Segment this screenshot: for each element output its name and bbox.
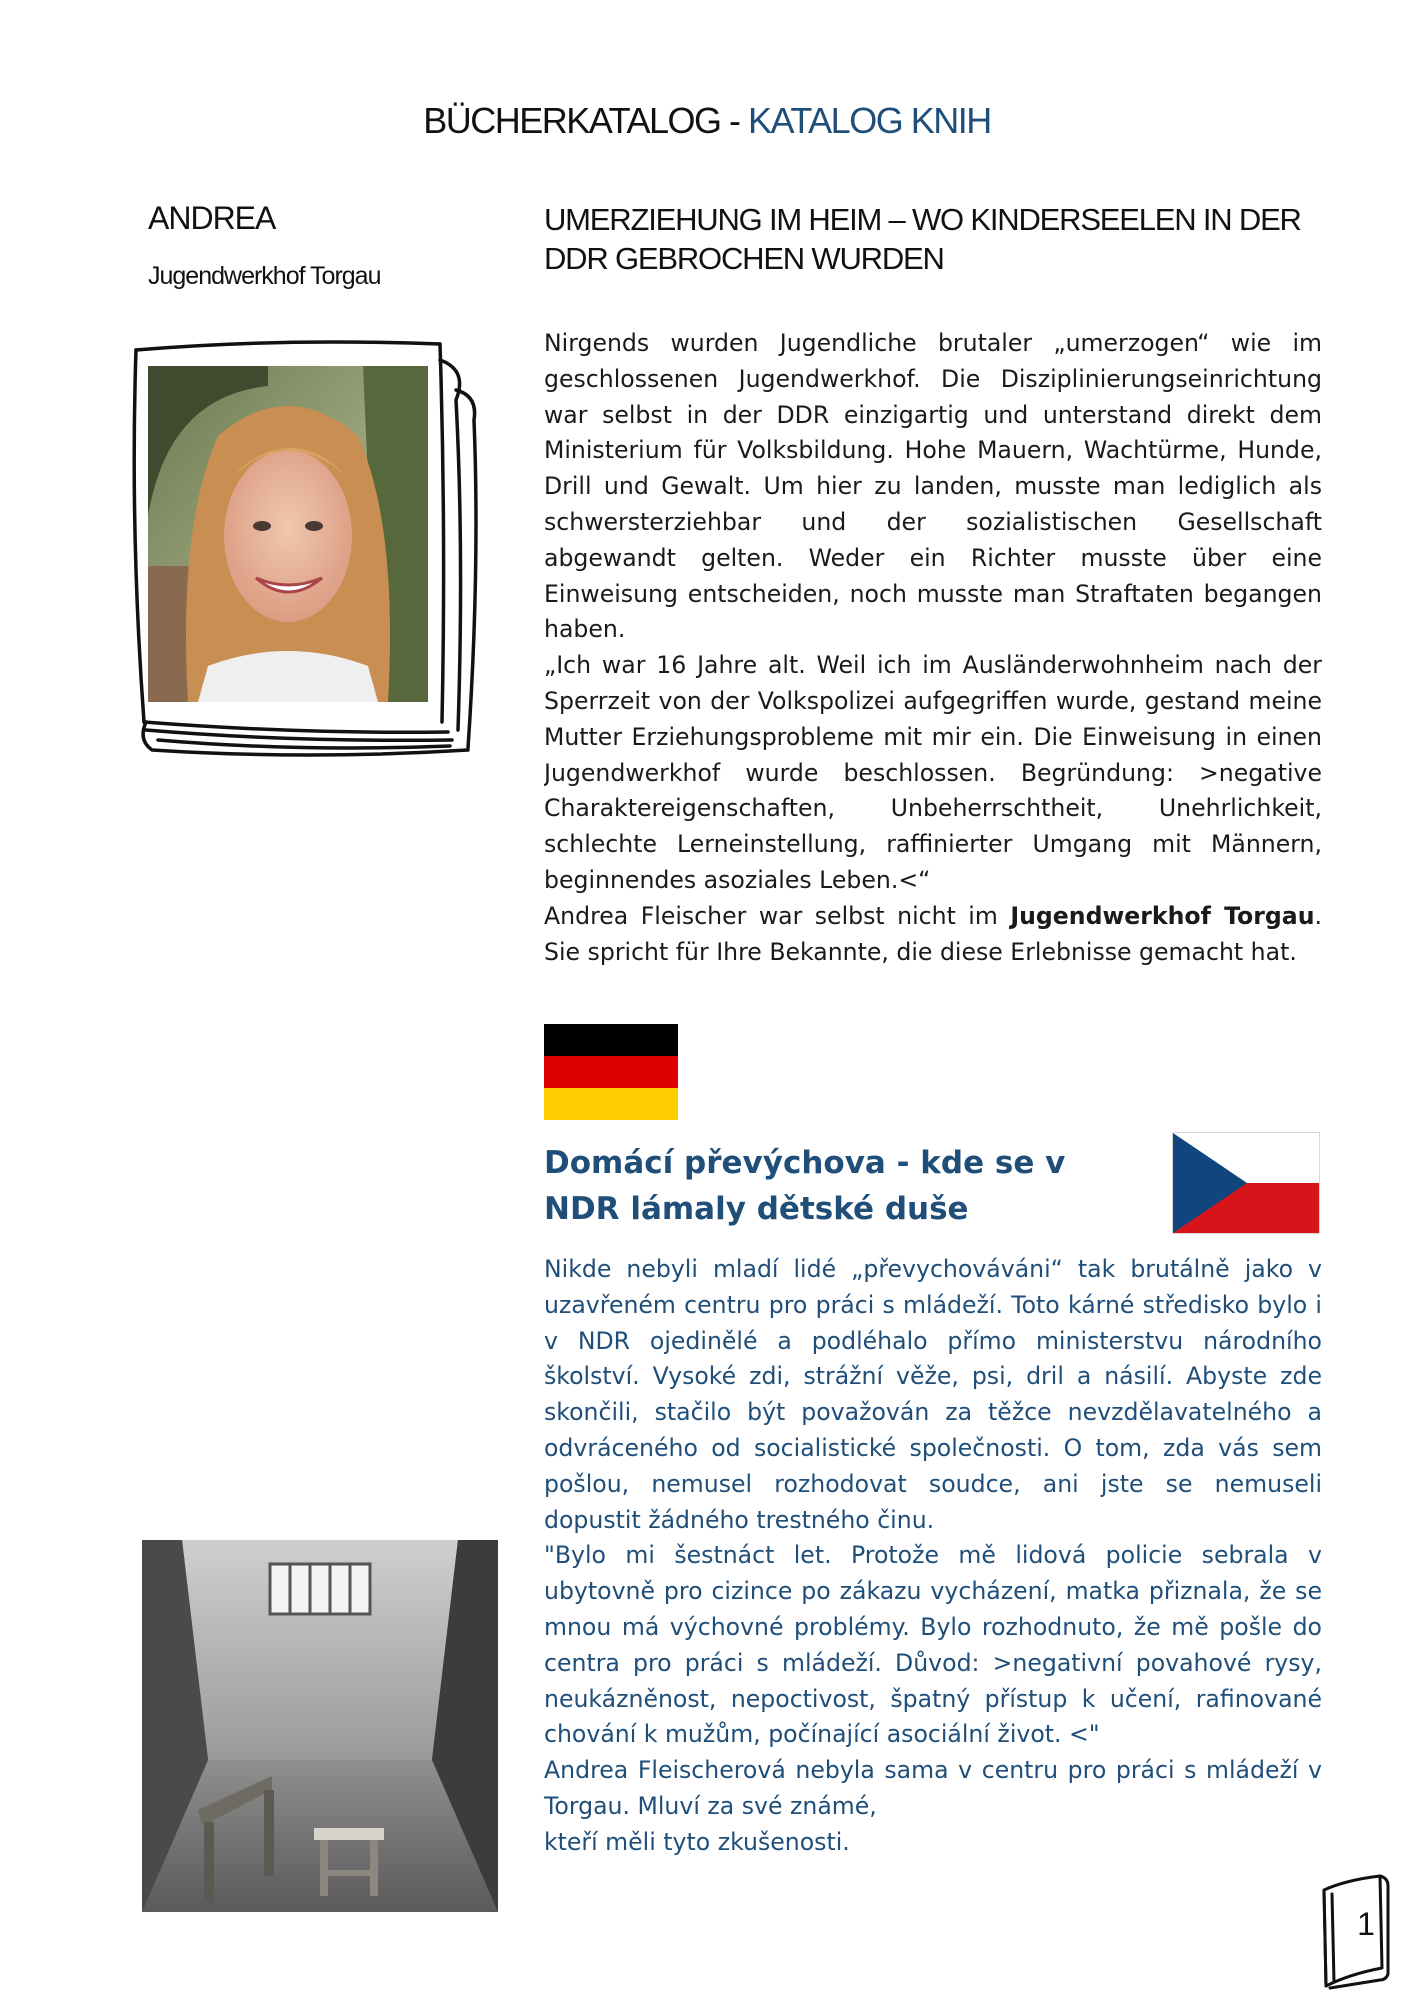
flag-de-stripe-red	[544, 1056, 678, 1088]
article-heading-german: UMERZIEHUNG IM HEIM – WO KINDERSEELEN IN DER DDR GEBROCHEN WURDEN	[544, 202, 1301, 276]
german-flag-icon	[544, 1024, 678, 1120]
article-body-german	[544, 326, 1322, 1024]
czech-flag-graphic	[1173, 1133, 1319, 1233]
czech-paragraph-3-last: kteří měli tyto zkušenosti.	[544, 1827, 850, 1856]
flag-de-stripe-black	[544, 1024, 678, 1056]
catalog-title	[0, 100, 1414, 142]
czech-paragraph-1: Nikde nebyli mladí lidé „převychováváni“ tak brutálně jako v uzavřeném centru pro práci s mládeží. Toto kárné středisko bylo i v NDR ojedinělé a podléhalo přímo ministerstvu národního školství. Vysoké zdi, strážní věže, psi, dril a násilí. Abyste zde skončili, stačilo být považován za těžce nevzdělavatelného a odvráceného od socialistické společnosti. O tom, zda vás sem pošlou, nemusel rozhodovat soudce, ani jste se nemuseli dopustit žádného trestného činu.	[544, 1255, 1322, 1534]
czech-paragraph-2: "Bylo mi šestnáct let. Protože mě lidová policie sebrala v ubytovně pro cizince po zákazu vycházení, matka přiznala, že se mnou má výchovné problémy. Bylo rozhodnuto, že mě pošle do centra pro práci s mládeží. Důvod: >negativní povahové rysy, neukázněnost, nepoctivost, špatný přístup k učení, rafinované chování k mužům, počínající asociální život. <"	[544, 1541, 1322, 1749]
czech-flag-icon	[1172, 1132, 1320, 1234]
page-number: 1	[1357, 1906, 1375, 1942]
article-body-czech	[544, 1252, 1322, 1861]
german-paragraph-3	[544, 899, 1322, 971]
author-name: ANDREA	[148, 200, 276, 236]
prison-cell-photo	[142, 1540, 498, 1912]
catalog-title-main: BÜCHERKATALOG -	[423, 100, 748, 141]
german-paragraph-3-start: Andrea Fleischer war selbst nicht im	[544, 901, 1011, 930]
german-paragraph-3-bold: Jugendwerkhof Torgau	[1010, 901, 1315, 930]
german-paragraph-2: „Ich war 16 Jahre alt. Weil ich im Ausländerwohnheim nach der Sperrzeit von der Volkspolizei aufgegriffen wurde, gestand meine Mutter Erziehungsprobleme mit mir ein. Die Einweisung in einen Jugendwerkhof wurde beschlossen. Begründung: >negative Charaktereigenschaften, Unbeherrschtheit, Unehrlichkeit, schlechte Lerneinstellung, raffinierter Umgang mit Männern, beginnendes asoziales Leben.<“	[544, 651, 1322, 894]
czech-paragraph-3: Andrea Fleischerová nebyla sama v centru pro práci s mládeží v Torgau. Mluví za své známé,	[544, 1756, 1322, 1820]
portrait-image	[148, 366, 428, 702]
flag-de-stripe-gold	[544, 1088, 678, 1120]
catalog-title-accent: KATALOG KNIH	[748, 100, 991, 141]
author-place: Jugendwerkhof Torgau	[148, 262, 381, 290]
portrait-book-frame	[128, 330, 498, 770]
german-paragraph-3-end: . Sie spricht für Ihre Bekannte, die diese Erlebnisse gemacht hat.	[544, 901, 1322, 966]
author-portrait-photo	[148, 366, 428, 702]
german-paragraph-1: Nirgends wurden Jugendliche brutaler „umerzogen“ wie im geschlossenen Jugendwerkhof. Die Disziplinierungseinrichtung war selbst in der DDR einzigartig und unterstand direkt dem Ministerium für Volksbildung. Hohe Mauern, Wachtürme, Hunde, Drill und Gewalt. Um hier zu landen, musste man lediglich als schwersterziehbar und der sozialistischen Gesellschaft abgewandt gelten. Weder ein Richter musste über eine Einweisung entscheiden, noch musste man Straftaten begangen haben.	[544, 329, 1322, 644]
cell-image	[142, 1540, 498, 1912]
article-heading-czech: Domácí převýchova - kde se v NDR lámaly dětské duše	[544, 1145, 1066, 1227]
